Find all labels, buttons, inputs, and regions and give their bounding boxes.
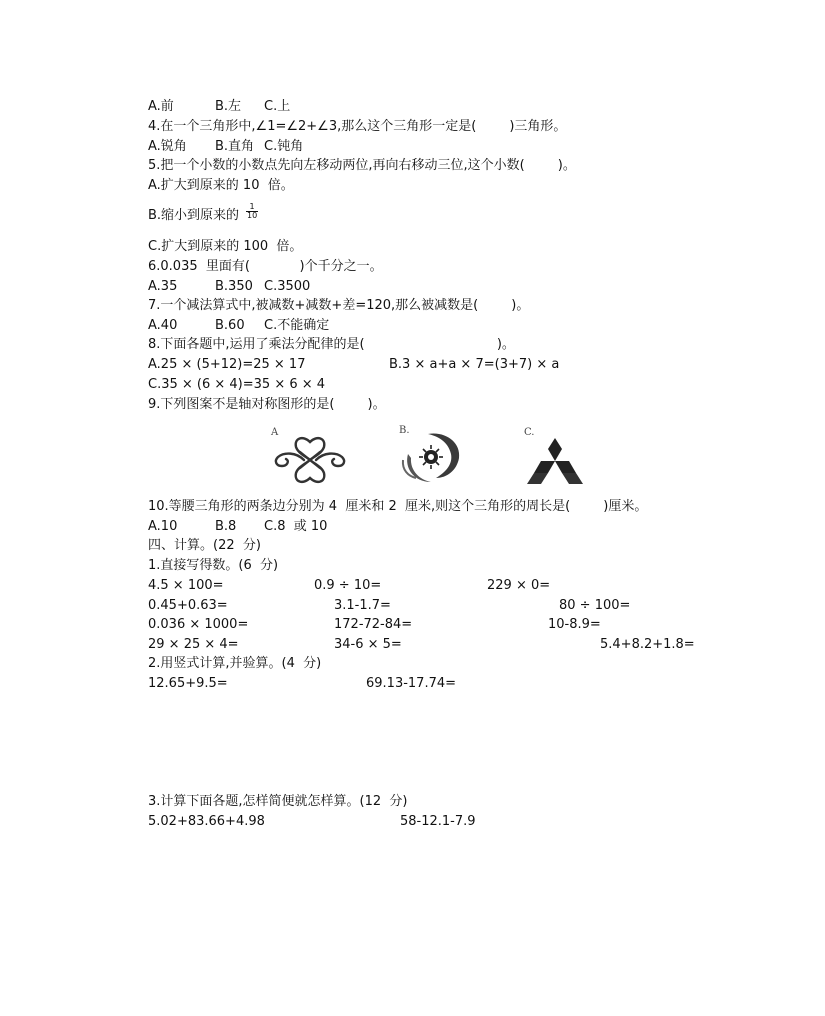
chinese-knot-figure [270, 432, 350, 488]
q10-option-c: C.8 或 10 [264, 519, 328, 534]
three-diamonds-figure [518, 436, 592, 486]
q4-option-b: B.直角 [215, 139, 255, 154]
q10-text: 10.等腰三角形的两条边分别为 4 厘米和 2 厘米,则这个三角形的周长是( )厘米。 [148, 499, 648, 514]
vertical-calc-item: 69.13-17.74= [366, 676, 457, 691]
q5-option-b-prefix: B.缩小到原来的 [148, 208, 240, 223]
q10-option-b: B.8 [215, 519, 237, 534]
q4-option-a: A.锐角 [148, 139, 187, 154]
fraction-numerator: 1 [246, 203, 258, 212]
q5-text: 5.把一个小数的小数点先向左移动两位,再向右移动三位,这个小数( )。 [148, 158, 576, 173]
fig-c-label: C. [524, 427, 535, 438]
simplify-calc-item: 5.02+83.66+4.98 [148, 814, 265, 829]
simplify-calc-item: 58-12.1-7.9 [400, 814, 476, 829]
q7-option-c: C.不能确定 [264, 318, 330, 333]
calc-item: 4.5 × 100= [148, 578, 224, 593]
q6-text: 6.0.035 里面有( )个千分之一。 [148, 259, 383, 274]
fig-a-label: A [271, 427, 279, 438]
q4-option-c: C.钝角 [264, 139, 304, 154]
q3-option-c: C.上 [264, 99, 291, 114]
section-4-title: 四、计算。(22 分) [148, 538, 261, 553]
q10-option-a: A.10 [148, 519, 178, 534]
part-2-title: 2.用竖式计算,并验算。(4 分) [148, 656, 322, 671]
calc-item: 34-6 × 5= [334, 637, 402, 652]
q8-option-c: C.35 × (6 × 4)=35 × 6 × 4 [148, 377, 326, 392]
calc-item: 10-8.9= [548, 617, 601, 632]
calc-item: 0.9 ÷ 10= [314, 578, 382, 593]
calc-item: 0.45+0.63= [148, 598, 228, 613]
q5-option-a: A.扩大到原来的 10 倍。 [148, 178, 294, 193]
q7-option-b: B.60 [215, 318, 245, 333]
fig-b-label: B. [399, 425, 410, 436]
q6-option-c: C.3500 [264, 279, 311, 294]
q8-option-a: A.25 × (5+12)=25 × 17 [148, 357, 306, 372]
swirl-sun-figure [398, 428, 464, 486]
calc-item: 80 ÷ 100= [559, 598, 631, 613]
calc-item: 0.036 × 1000= [148, 617, 249, 632]
part-3-title: 3.计算下面各题,怎样简便就怎样算。(12 分) [148, 794, 408, 809]
q6-option-a: A.35 [148, 279, 178, 294]
calc-item: 5.4+8.2+1.8= [600, 637, 695, 652]
q6-option-b: B.350 [215, 279, 253, 294]
q3-option-b: B.左 [215, 99, 242, 114]
q5-option-b-fraction [246, 203, 258, 220]
calc-item: 229 × 0= [487, 578, 551, 593]
vertical-calc-item: 12.65+9.5= [148, 676, 228, 691]
q8-option-b: B.3 × a+a × 7=(3+7) × a [389, 357, 560, 372]
part-1-title: 1.直接写得数。(6 分) [148, 558, 279, 573]
q7-option-a: A.40 [148, 318, 178, 333]
q7-text: 7.一个减法算式中,被减数+减数+差=120,那么被减数是( )。 [148, 298, 530, 313]
q8-text: 8.下面各题中,运用了乘法分配律的是( )。 [148, 337, 515, 352]
q5-option-c: C.扩大到原来的 100 倍。 [148, 239, 303, 254]
q9-text: 9.下列图案不是轴对称图形的是( )。 [148, 397, 386, 412]
calc-item: 29 × 25 × 4= [148, 637, 239, 652]
q4-text: 4.在一个三角形中,∠1=∠2+∠3,那么这个三角形一定是( )三角形。 [148, 119, 567, 134]
q3-option-a: A.前 [148, 99, 174, 114]
calc-item: 3.1-1.7= [334, 598, 391, 613]
fraction-denominator: 10 [247, 211, 258, 220]
calc-item: 172-72-84= [334, 617, 413, 632]
